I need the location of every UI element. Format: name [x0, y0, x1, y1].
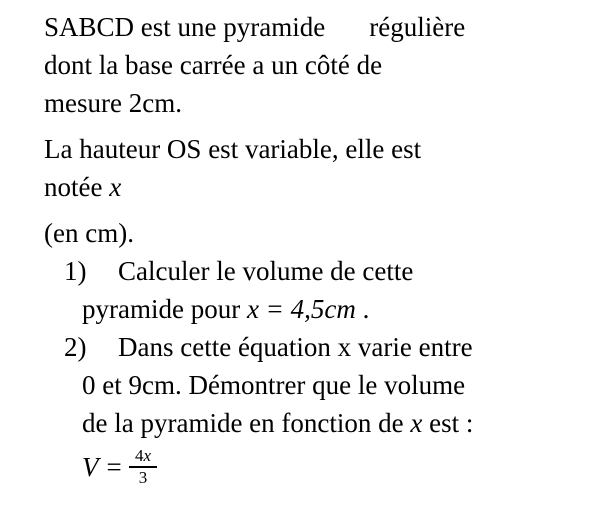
math-expression: x = 4,5cm: [246, 294, 356, 324]
question-2-line3: de la pyramide en fonction de x est :: [82, 408, 474, 438]
para1-text-a: SABCD est une pyramide: [44, 12, 326, 42]
para1-text-b: régulière: [369, 12, 466, 42]
question-2-line1: Dans cette équation x varie entre: [118, 332, 473, 362]
var-x: x: [109, 172, 122, 202]
fraction-denominator: 3: [138, 467, 148, 487]
question-2-line2: 0 et 9cm. Démontrer que le volume: [82, 370, 466, 400]
para2-text: notée: [44, 172, 110, 202]
para2-line2: [44, 168, 564, 206]
volume-formula: [44, 442, 564, 492]
question-1-line1: Calculer le volume de cette: [118, 256, 414, 286]
fraction-numerator: 4x: [134, 446, 151, 466]
fraction: [129, 446, 157, 488]
question-number: 1): [64, 256, 87, 286]
para2-line3: (en cm).: [44, 218, 134, 248]
para1-line3: mesure 2cm.: [44, 88, 182, 118]
question-1: [44, 252, 564, 328]
para1-line2: dont la base carrée a un côté de: [44, 50, 383, 80]
formula-lhs: V =: [82, 452, 123, 482]
para2-line1: La hauteur OS est variable, elle est: [44, 134, 422, 164]
exercise-text: [44, 8, 564, 492]
question-2: [44, 328, 564, 492]
para1-line1: [44, 8, 564, 46]
question-1-line2: pyramide pour x = 4,5cm .: [82, 294, 370, 324]
question-number: 2): [64, 332, 87, 362]
var-x: x: [410, 408, 423, 438]
